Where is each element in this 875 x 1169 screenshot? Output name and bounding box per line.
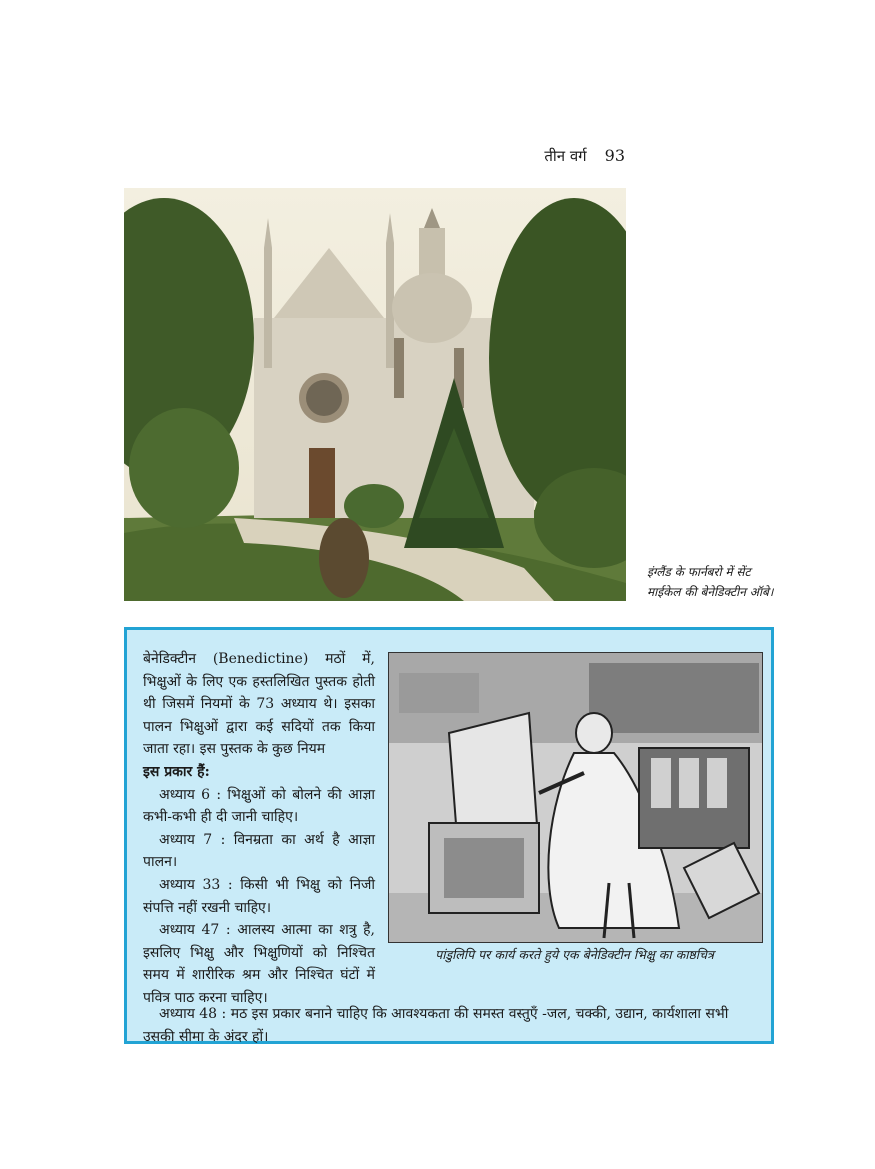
photo-caption: इंग्लैंड के फार्नबरो में सेंट माईकेल की बेनेडिक्टीन ऑबे।: [647, 565, 774, 599]
monk-scribe-woodcut-icon: [389, 653, 762, 942]
rule-48: अध्याय 48 : मठ इस प्रकार बनाने चाहिए कि आवश्यकता की समस्त वस्तुएँ -जल, चक्की, उद्यान, कार्यशाला सभी उसकी सीमा के अंदर हों।: [143, 1006, 729, 1045]
woodcut-image: [388, 652, 763, 943]
rule-47: अध्याय 47 : आलस्य आत्मा का शत्रु है, इसलिए भिक्षु और भिक्षुणियों को निश्चित समय में शारीरिक श्रम और निश्चित घंटों में पवित्र पाठ करना चाहिए।: [143, 922, 375, 1006]
running-header: [544, 146, 625, 166]
woodcut-caption: पांडुलिपि पर कार्य करते हुये एक बेनेडिक्टीन भिक्षु का काष्ठचित्र: [435, 947, 714, 962]
rules-text: [143, 648, 375, 1010]
rule-7: अध्याय 7 : विनम्रता का अर्थ है आज्ञा पालन।: [143, 831, 375, 871]
rule-6: अध्याय 6 : भिक्षुओं को बोलने की आज्ञा कभी-कभी ही दी जानी चाहिए।: [143, 786, 375, 826]
chapter-title: तीन वर्ग: [544, 147, 587, 165]
gothic-abbey-photo-icon: [124, 188, 626, 601]
intro-paragraph: बेनेडिक्टीन (Benedictine) मठों में, भिक्षुओं के लिए एक हस्तलिखित पुस्तक होती थी जिसमें नियमों के 73 अध्याय थे। इसका पालन भिक्षुओं द्वारा कई सदियों तक किया जाता रहा। इस पुस्तक के कुछ नियम: [143, 651, 375, 758]
abbey-photo: [124, 188, 626, 601]
rule-33: अध्याय 33 : किसी भी भिक्षु को निजी संपत्ति नहीं रखनी चाहिए।: [143, 876, 375, 916]
intro-end: इस प्रकार हैं:: [143, 763, 210, 780]
page-number: 93: [604, 146, 625, 165]
rule-48-block: [143, 1003, 763, 1048]
benedictine-rules-box: [124, 627, 774, 1044]
